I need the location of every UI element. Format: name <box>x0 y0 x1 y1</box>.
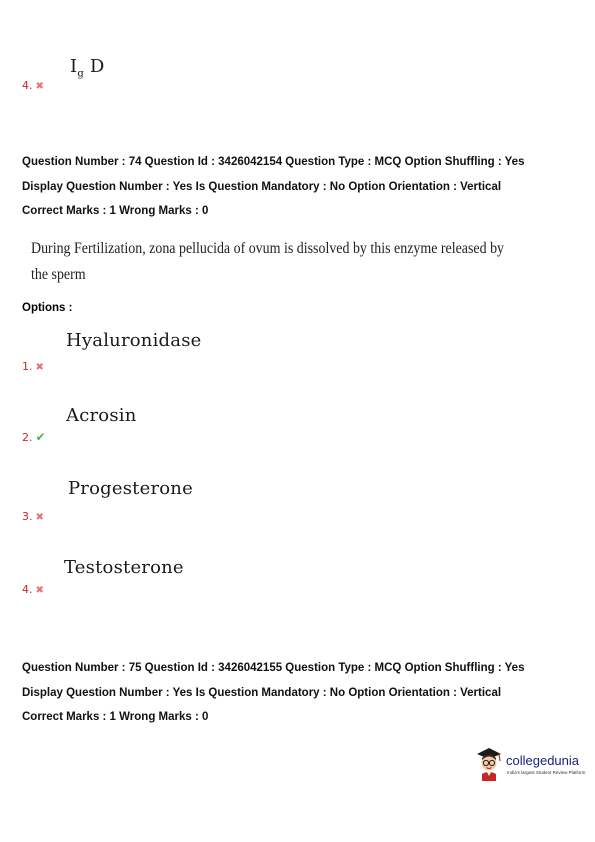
check-icon: ✔ <box>35 430 46 444</box>
meta-line-1: Question Number : 75 Question Id : 3426042155 Question Type : MCQ Option Shuffling : Yes <box>22 662 525 674</box>
option-2-text: Acrosin <box>66 405 137 426</box>
incorrect-icon: ✖ <box>35 81 44 92</box>
student-mascot-icon <box>474 744 504 782</box>
incorrect-icon: ✖ <box>35 585 44 596</box>
options-label: Options : <box>22 302 73 314</box>
option-number: 4. <box>22 583 33 596</box>
logo-name: collegedunia <box>506 753 580 768</box>
option-1-text: Hyaluronidase <box>66 330 202 351</box>
meta-line-2: Display Question Number : Yes Is Question Mandatory : No Option Orientation : Vertical <box>22 686 502 699</box>
meta-line-2: Display Question Number : Yes Is Question Mandatory : No Option Orientation : Vertical <box>22 180 502 193</box>
option-1 <box>22 357 44 375</box>
meta-line-1: Question Number : 74 Question Id : 3426042154 Question Type : MCQ Option Shuffling : Yes <box>22 156 525 168</box>
logo-tagline: India's largest Student Review Platform <box>507 770 586 775</box>
incorrect-icon: ✖ <box>35 362 44 373</box>
prev-option-text: $I_g$ D <box>70 56 105 80</box>
collegedunia-logo <box>474 744 589 784</box>
stem-line-1: During Fertilization, zona pellucida of ovum is dissolved by this enzyme released by <box>31 240 505 257</box>
option-number: 4. <box>22 79 33 92</box>
incorrect-icon: ✖ <box>35 512 44 523</box>
question-75-meta <box>22 656 524 730</box>
stem-line-2: the sperm <box>31 266 86 283</box>
option-4 <box>22 580 44 598</box>
option-4-text: Testosterone <box>64 557 184 578</box>
question-74-stem <box>31 236 504 288</box>
option-3 <box>22 507 44 525</box>
option-number: 3. <box>22 510 33 523</box>
prev-option-4 <box>22 76 44 94</box>
option-number: 2. <box>22 431 33 444</box>
meta-line-3: Correct Marks : 1 Wrong Marks : 0 <box>22 711 209 723</box>
meta-line-3: Correct Marks : 1 Wrong Marks : 0 <box>22 205 209 217</box>
question-74-meta <box>22 150 524 224</box>
option-number: 1. <box>22 360 33 373</box>
option-3-text: Progesterone <box>68 478 193 499</box>
option-2 <box>22 428 46 446</box>
